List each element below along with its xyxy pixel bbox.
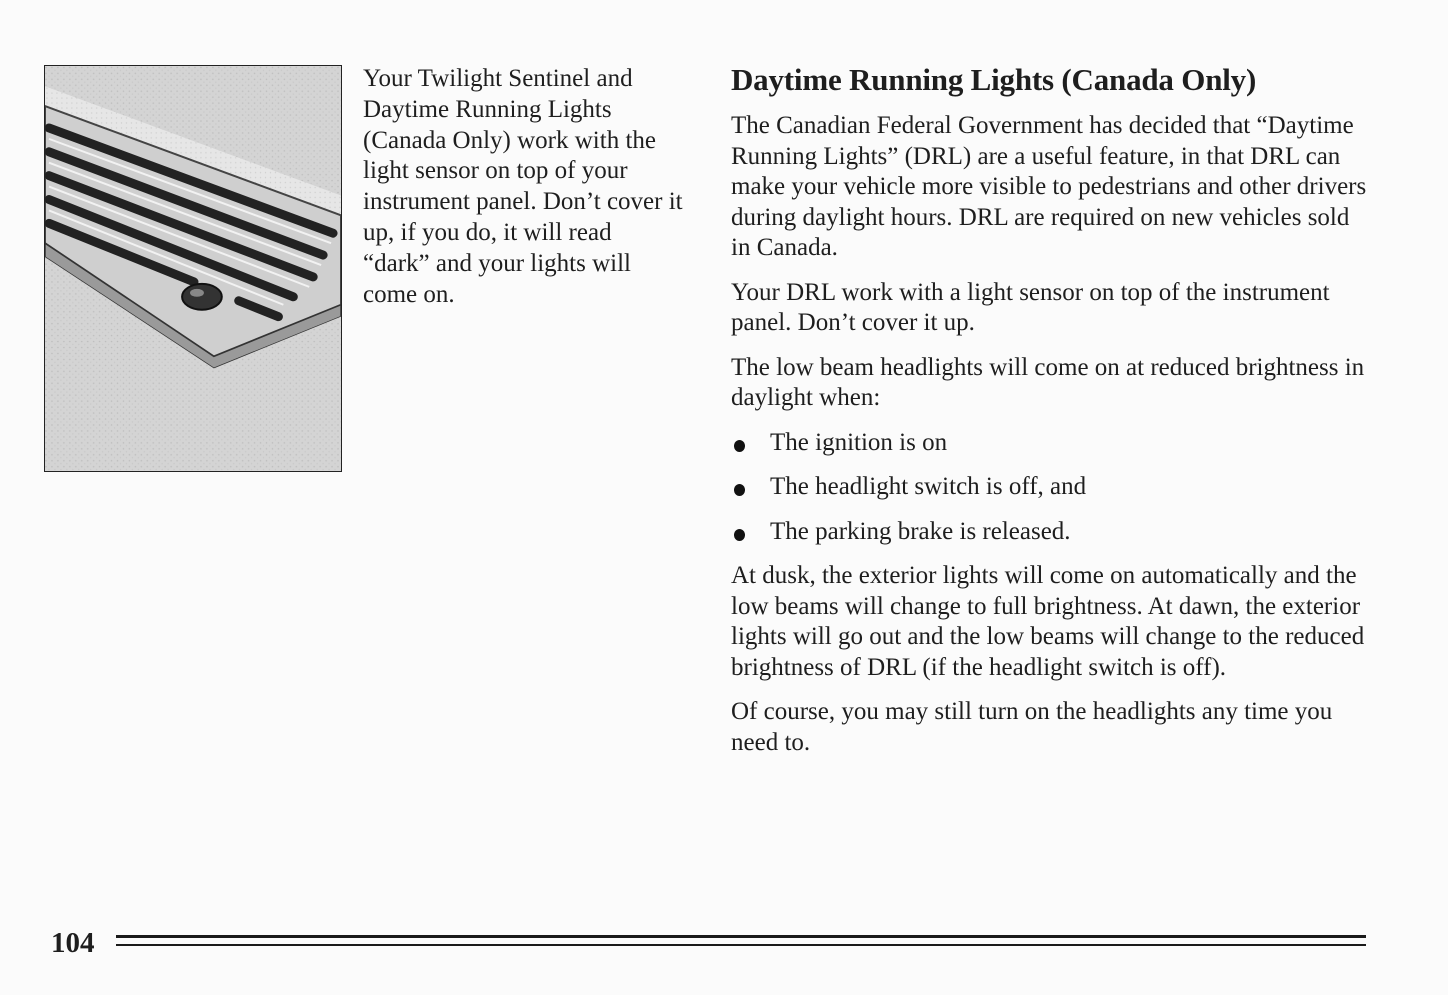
- paragraph: At dusk, the exterior lights will come on automatically and the low beams will change to full brightness. At dawn, the exterior lights will go out and the low beams will change to the reduced brightness of DRL (if the headlight switch is off).: [731, 562, 1365, 681]
- footer-rule: [116, 944, 1366, 946]
- list-item-text: The headlight switch is off, and: [770, 473, 1087, 500]
- list-item: [731, 428, 1371, 458]
- light-sensor-illustration: [44, 65, 342, 472]
- list-item: [731, 517, 1371, 547]
- list-item: [731, 472, 1371, 502]
- bullet-icon: [734, 440, 745, 452]
- paragraph: Your DRL work with a light sensor on top of the instrument panel. Don’t cover it up.: [731, 278, 1330, 336]
- paragraph: Of course, you may still turn on the headlights any time you need to.: [731, 698, 1333, 756]
- page-number: 104: [51, 927, 95, 959]
- light-sensor-drawing: [45, 66, 341, 471]
- paragraph: The Canadian Federal Government has decided that “Daytime Running Lights” (DRL) are a useful feature, in that DRL can make your vehicle more visible to pedestrians and other drivers during daylight hours. DRL are required on new vehicles sold in Canada.: [731, 112, 1367, 261]
- bullet-icon: [734, 484, 745, 496]
- drl-section: [731, 62, 1371, 772]
- section-heading: Daytime Running Lights (Canada Only): [731, 62, 1257, 97]
- bullet-icon: [734, 529, 745, 541]
- conditions-list: [731, 428, 1371, 547]
- illustration-caption: Your Twilight Sentinel and Daytime Running Lights (Canada Only) work with the light sensor on top of your instrument panel. Don’t cover it up, if you do, it will read “dark” and your lights will come on.: [363, 65, 683, 308]
- list-item-text: The ignition is on: [770, 428, 948, 456]
- list-item-text: The parking brake is released.: [770, 517, 1071, 545]
- footer-rule: [116, 935, 1366, 938]
- paragraph: The low beam headlights will come on at reduced brightness in daylight when:: [731, 353, 1365, 411]
